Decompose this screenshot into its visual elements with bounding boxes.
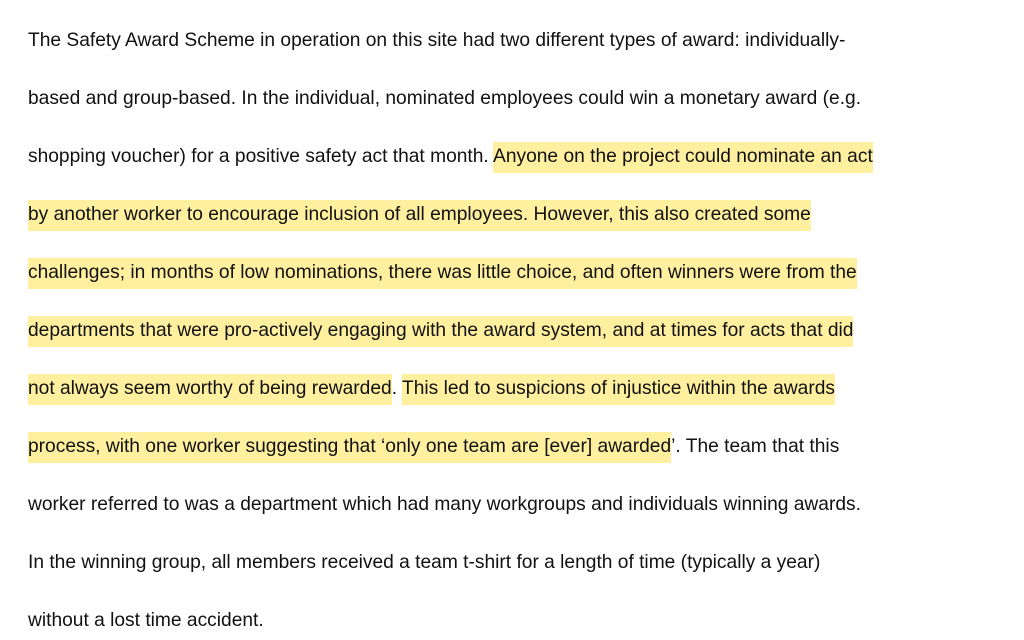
text-line [28, 70, 1013, 128]
highlighted-text: This led to suspicions of injustice within the awards [402, 374, 835, 405]
plain-text: . [391, 378, 403, 399]
highlighted-text: challenges; in months of low nominations, there was little choice, and often winners were from the [28, 258, 857, 289]
highlighted-text: Anyone on the project could nominate an act [493, 142, 873, 173]
plain-text: without a lost time accident. [28, 610, 264, 631]
text-line [28, 592, 1013, 640]
plain-text: shopping voucher) for a positive safety act that month. [28, 146, 494, 167]
text-line [28, 418, 1013, 476]
highlighted-text: departments that were pro-actively engaging with the award system, and at times for acts that did [28, 316, 853, 347]
text-line [28, 244, 1013, 302]
text-line [28, 534, 1013, 592]
plain-text: In the winning group, all members received a team t-shirt for a length of time (typically a year) [28, 552, 821, 573]
plain-text: ’. The team that this [671, 436, 840, 457]
highlighted-text: not always seem worthy of being rewarded [28, 374, 392, 405]
highlighted-text: by another worker to encourage inclusion of all employees. However, this also created some [28, 200, 811, 231]
text-line [28, 360, 1013, 418]
text-line [28, 186, 1013, 244]
highlighted-text: process, with one worker suggesting that ‘only one team are [ever] awarded [28, 432, 671, 463]
text-line [28, 12, 1013, 70]
text-line [28, 476, 1013, 534]
body-paragraph [28, 12, 1013, 640]
plain-text: worker referred to was a department which had many workgroups and individuals winning awards. [28, 494, 861, 515]
plain-text: The Safety Award Scheme in operation on this site had two different types of award: individually- [28, 30, 846, 51]
text-line [28, 128, 1013, 186]
plain-text: based and group-based. In the individual, nominated employees could win a monetary award (e.g. [28, 88, 862, 109]
text-line [28, 302, 1013, 360]
